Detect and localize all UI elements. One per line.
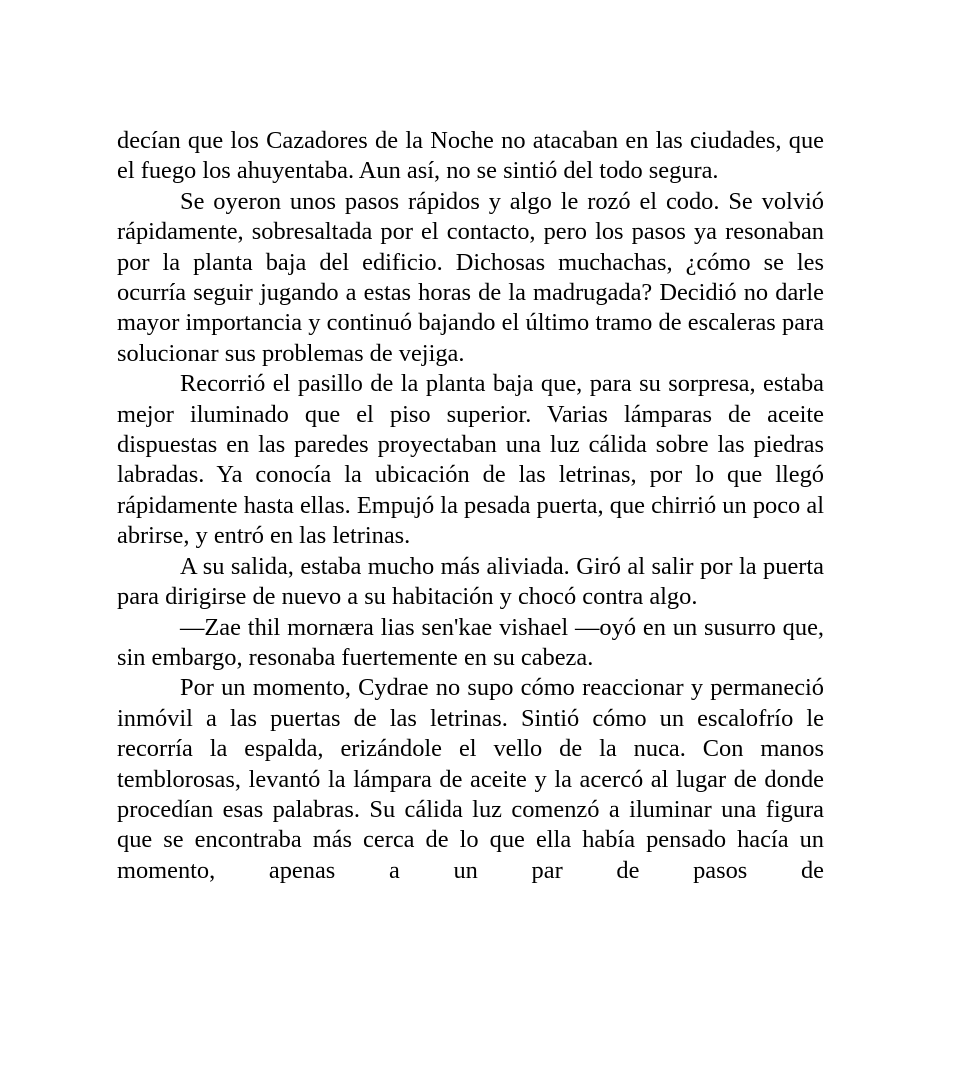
book-page [117,126,824,886]
paragraph-5: —Zae thil mornæra lias sen'kae vishael —oyó en un susurro que, sin embargo, resonaba fuertemente en su cabeza. [117,613,824,671]
paragraph-6: Por un momento, Cydrae no supo cómo reaccionar y permaneció inmóvil a las puertas de las letrinas. Sintió cómo un escalofrío le recorría la espalda, erizándole el vello de la nuca. Con manos temblorosas, levantó la lámpara de aceite y la acercó al lugar de donde procedían esas palabras. Su cálida luz comenzó a iluminar una figura que se encontraba más cerca de lo que ella había pensado hacía un momento, apenas a un par de pasos de [117,674,824,884]
paragraph-2: Se oyeron unos pasos rápidos y algo le rozó el codo. Se volvió rápidamente, sobresaltada por el contacto, pero los pasos ya resonaban por la planta baja del edificio. Dichosas muchachas, ¿cómo se les ocurría seguir jugando a estas horas de la madrugada? Decidió no darle mayor importancia y continuó bajando el último tramo de escaleras para solucionar sus problemas de vejiga. [117,187,824,367]
paragraph-3: Recorrió el pasillo de la planta baja que, para su sorpresa, estaba mejor iluminado que el piso superior. Varias lámparas de aceite dispuestas en las paredes proyectaban una luz cálida sobre las piedras labradas. Ya conocía la ubicación de las letrinas, por lo que llegó rápidamente hasta ellas. Empujó la pesada puerta, que chirrió un poco al abrirse, y entró en las letrinas. [117,370,824,550]
paragraph-1: decían que los Cazadores de la Noche no atacaban en las ciudades, que el fuego los ahuyentaba. Aun así, no se sintió del todo segura. [117,127,824,185]
paragraph-4: A su salida, estaba mucho más aliviada. Giró al salir por la puerta para dirigirse de nuevo a su habitación y chocó contra algo. [117,552,824,611]
